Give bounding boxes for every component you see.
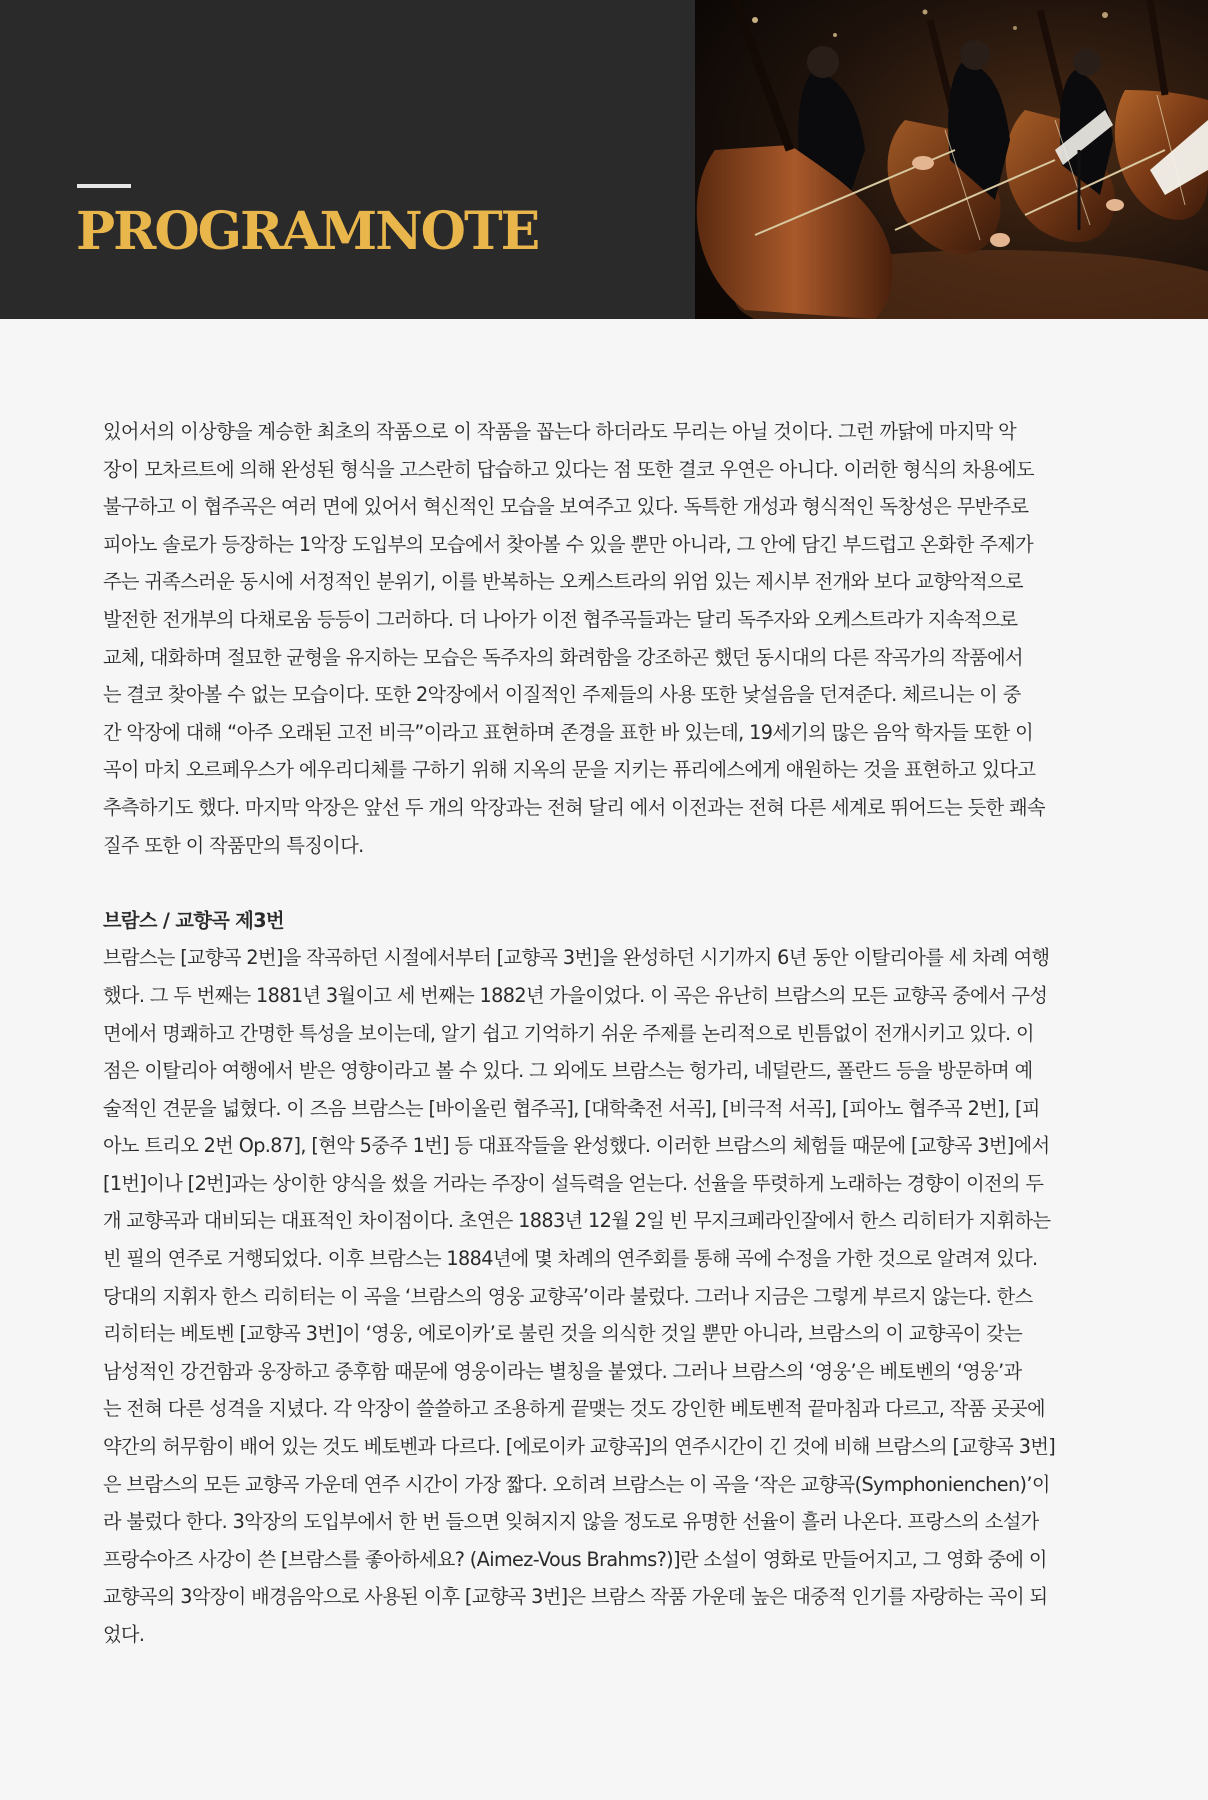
program-note-content (103, 413, 1105, 1654)
orchestra-double-bass-photo-icon (695, 0, 1208, 319)
title-accent-rule (77, 184, 131, 188)
page-title: PROGRAMNOTE (76, 201, 539, 262)
section-body: 브람스는 [교향곡 2번]을 작곡하던 시절에서부터 [교향곡 3번]을 완성하던 시기까지 6년 동안 이탈리아를 세 차례 여행 했다. 그 두 번째는 1881년 3월이고 세 번째는 1882년 가을이었다. 이 곡은 유난히 브람스의 모든 교향곡 중에서 구성 면에서 명쾌하고 간명한 특성을 보이는데, 알기 쉽고 기억하기 쉬운 주제를 논리적으로 빈틈없이 전개시키고 있다. 이 점은 이탈리아 여행에서 받은 영향이라고 볼 수 있다. 그 외에도 브람스는 헝가리, 네덜란드, 폴란드 등을 방문하며 예 술적인 견문을 넓혔다. 이 즈음 브람스는 [바이올린 협주곡], [대학축전 서곡], [비극적 서곡], [피아노 협주곡 2번], [피 아노 트리오 2번 Op.87], [현악 5중주 1번] 등 대표작들을 완성했다. 이러한 브람스의 체험들 때문에 [교향곡 3번]에서 [1번]이나 [2번]과는 상이한 양식을 썼을 거라는 주장이 설득력을 얻는다. 선율을 뚜렷하게 노래하는 경향이 이전의 두 개 교향곡과 대비되는 대표적인 차이점이다. 초연은 1883년 12월 2일 빈 무지크페라인잘에서 한스 리히터가 지휘하는 빈 필의 연주로 거행되었다. 이후 브람스는 1884년에 몇 차례의 연주회를 통해 곡에 수정을 가한 것으로 알려져 있다. 당대의 지휘자 한스 리히터는 이 곡을 ‘브람스의 영웅 교향곡’이라 불렀다. 그러나 지금은 그렇게 부르지 않는다. 한스 리히터는 베토벤 [교향곡 3번]이 ‘영웅, 에로이카’로 불린 것을 의식한 것일 뿐만 아니라, 브람스의 이 교향곡이 갖는 남성적인 강건함과 웅장하고 중후함 때문에 영웅이라는 별칭을 붙였다. 그러나 브람스의 ‘영웅’은 베토벤의 ‘영웅’과 는 전혀 다른 성격을 지녔다. 각 악장이 쓸쓸하고 조용하게 끝맺는 것도 강인한 베토벤적 끝마침과 다르고, 작품 곳곳에 약간의 허무함이 배어 있는 것도 베토벤과 다르다. [에로이카 교향곡]의 연주시간이 긴 것에 비해 브람스의 [교향곡 3번] 은 브람스의 모든 교향곡 가운데 연주 시간이 가장 짧다. 오히려 브람스는 이 곡을 ‘작은 교향곡(Symphonienchen)’이 라 불렀다 한다. 3악장의 도입부에서 한 번 들으면 잊혀지지 않을 정도로 유명한 선율이 흘러 나온다. 프랑스의 소설가 프랑수아즈 사강이 쓴 [브람스를 좋아하세요? (Aimez-Vous Brahms?)]란 소설이 영화로 만들어지고, 그 영화 중에 이 교향곡의 3악장이 배경음악으로 사용된 이후 [교향곡 3번]은 브람스 작품 가운데 높은 대중적 인기를 자랑하는 곡이 되 었다. (103, 946, 1056, 1646)
section-heading: 브람스 / 교향곡 제3번 (103, 908, 284, 932)
intro-paragraph: 있어서의 이상향을 계승한 최초의 작품으로 이 작품을 꼽는다 하더라도 무리는 아닐 것이다. 그런 까닭에 마지막 악 장이 모차르트에 의해 완성된 형식을 고스란히 답습하고 있다는 점 또한 결코 우연은 아니다. 이러한 형식의 차용에도 불구하고 이 협주곡은 여러 면에 있어서 혁신적인 모습을 보여주고 있다. 독특한 개성과 형식적인 독창성은 무반주로 피아노 솔로가 등장하는 1악장 도입부의 모습에서 찾아볼 수 있을 뿐만 아니라, 그 안에 담긴 부드럽고 온화한 주제가 주는 귀족스러운 동시에 서정적인 분위기, 이를 반복하는 오케스트라의 위엄 있는 제시부 전개와 보다 교향악적으로 발전한 전개부의 다채로움 등등이 그러하다. 더 나아가 이전 협주곡들과는 달리 독주자와 오케스트라가 지속적으로 교체, 대화하며 절묘한 균형을 유지하는 모습은 독주자의 화려함을 강조하곤 했던 동시대의 다른 작곡가의 작품에서 는 결코 찾아볼 수 없는 모습이다. 또한 2악장에서 이질적인 주제들의 사용 또한 낯설음을 던져준다. 체르니는 이 중 간 악장에 대해 “아주 오래된 고전 비극”이라고 표현하며 존경을 표한 바 있는데, 19세기의 많은 음악 학자들 또한 이 곡이 마치 오르페우스가 에우리디체를 구하기 위해 지옥의 문을 지키는 퓨리에스에게 애원하는 것을 표현하고 있다고 추측하기도 했다. 마지막 악장은 앞선 두 개의 악장과는 전혀 달리 에서 이전과는 전혀 다른 세계로 뛰어드는 듯한 쾌속 질주 또한 이 작품만의 특징이다. (103, 420, 1045, 857)
orchestra-photo (695, 0, 1208, 319)
